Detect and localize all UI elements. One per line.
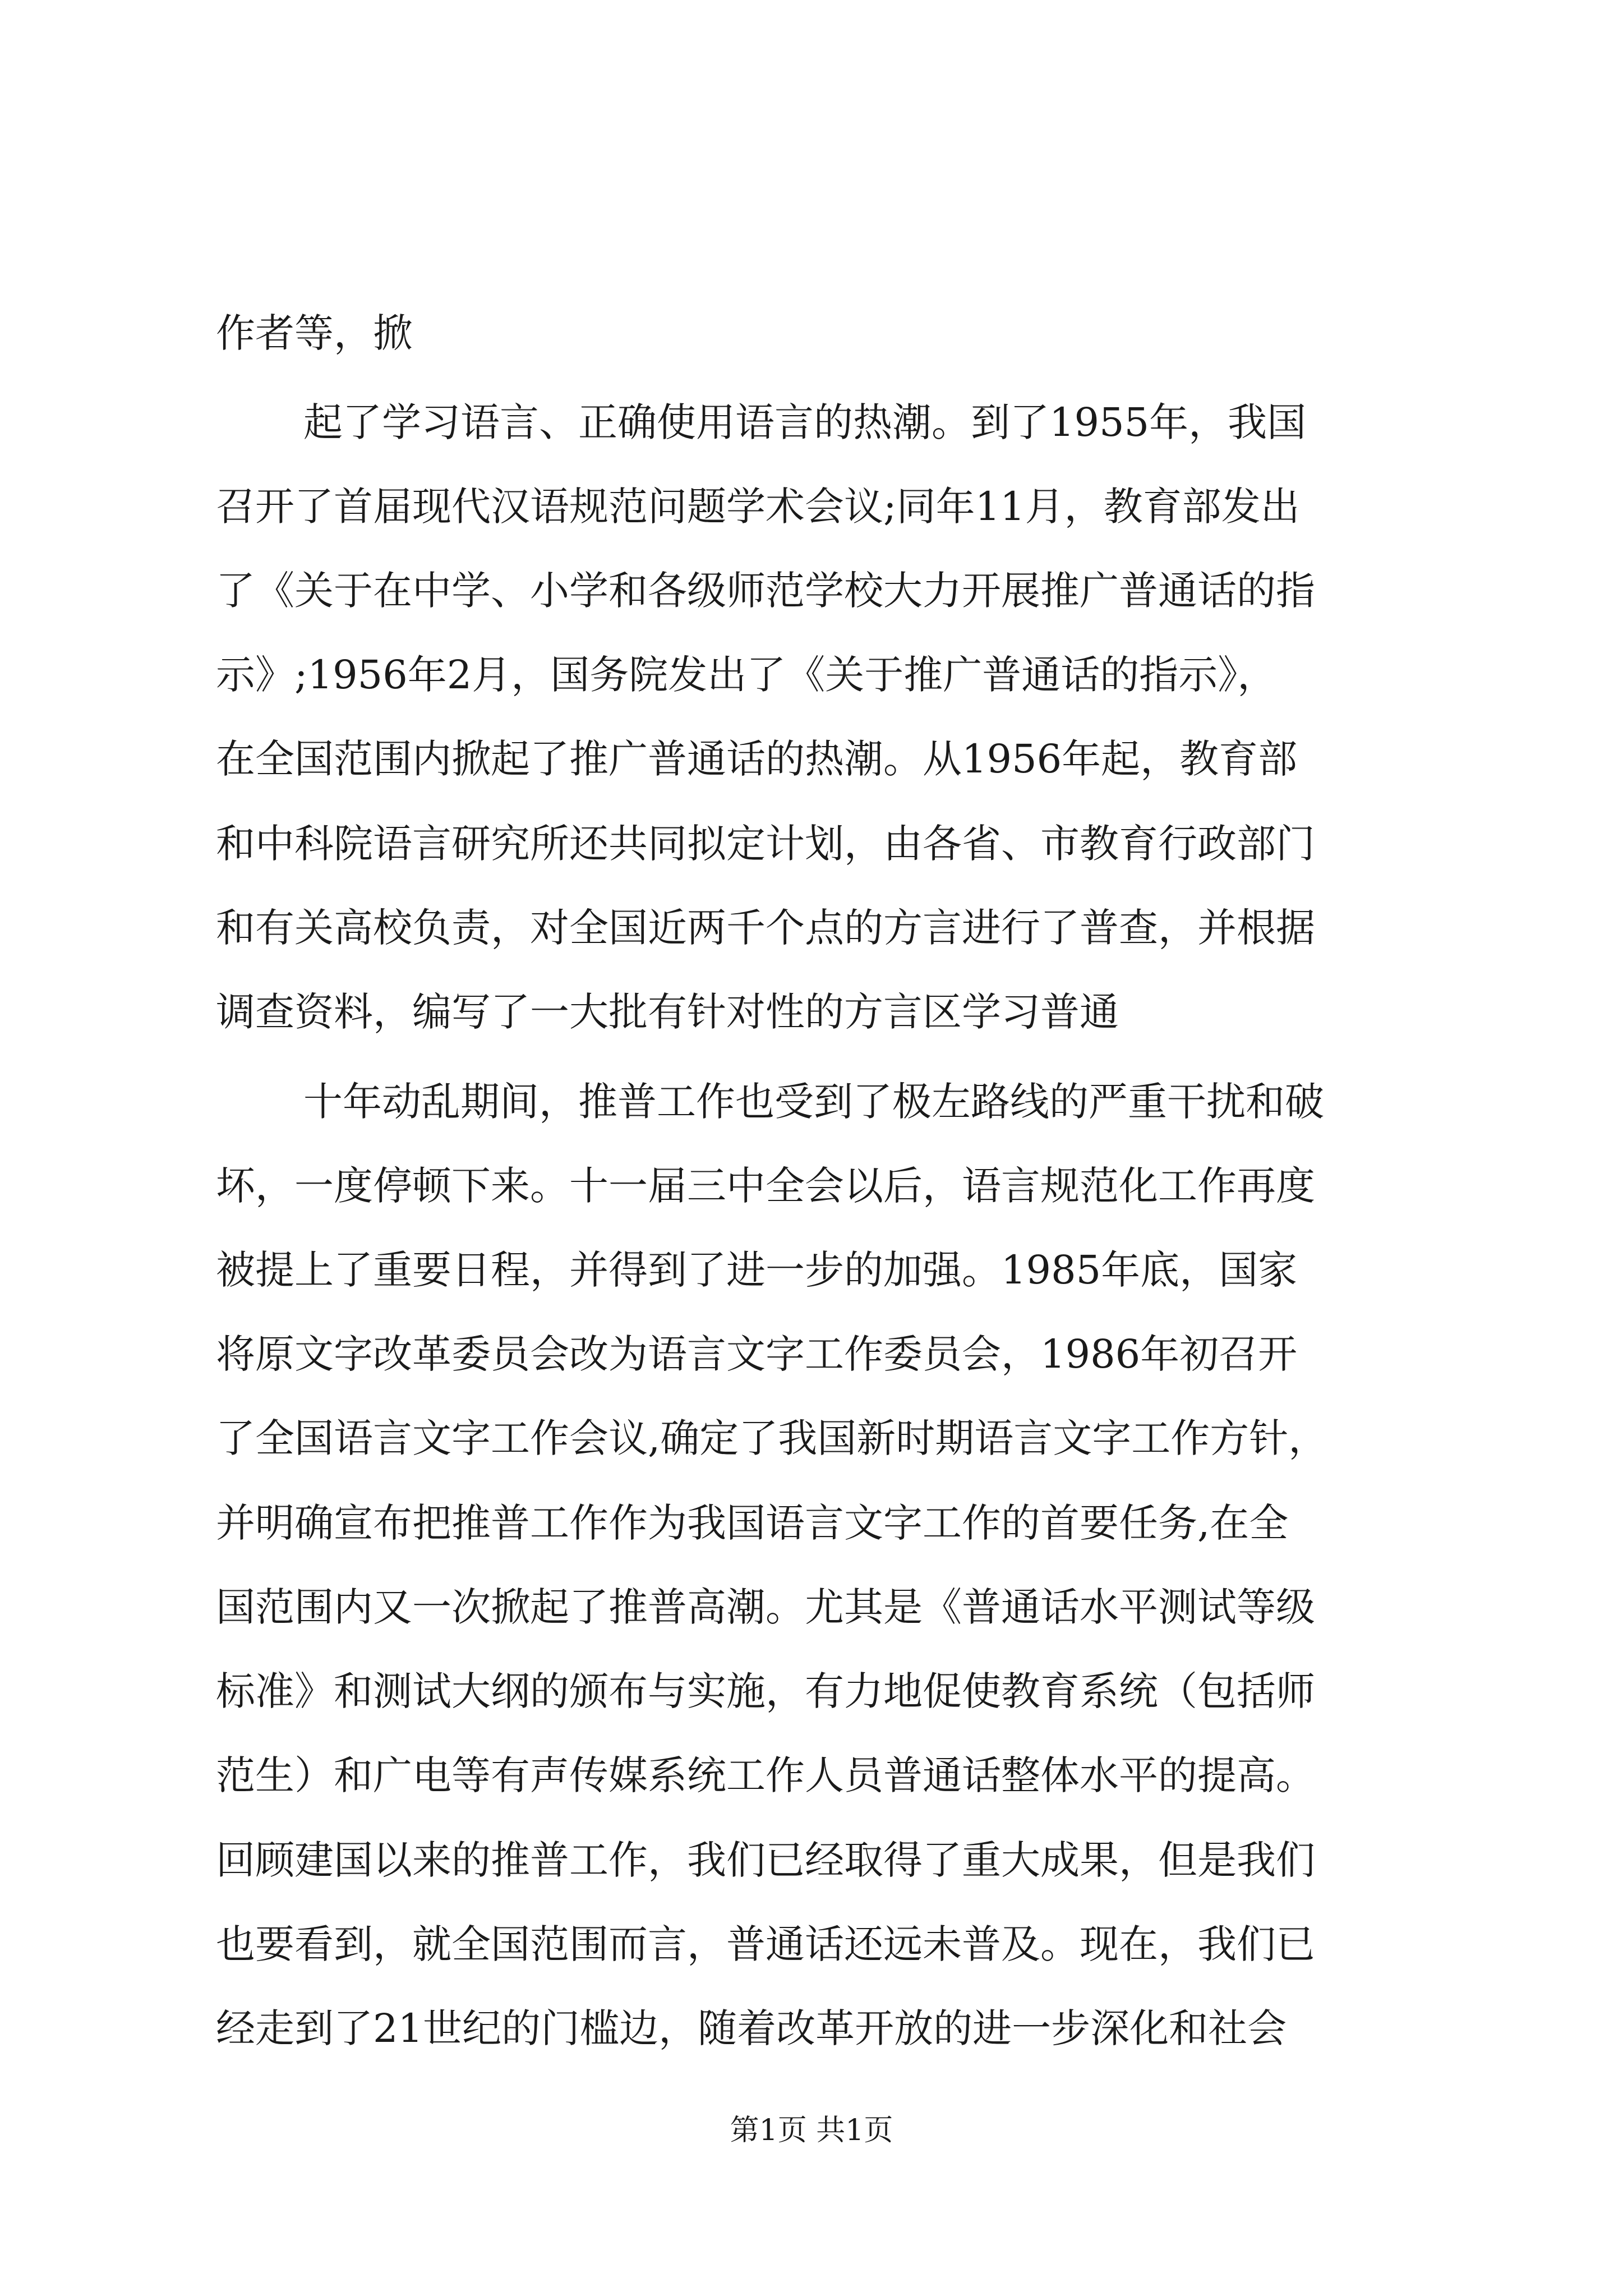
text-line-9: 调查资料，编写了一大批有针对性的方言区学习普通 <box>216 989 1119 1035</box>
text-line-12: 被提上了重要日程，并得到了进一步的加强。1985年底，国家 <box>216 1247 1298 1293</box>
text-line-20: 也要看到，就全国范围而言，普通话还远未普及。现在，我们已 <box>216 1921 1315 1967</box>
text-line-4: 了《关于在中学、小学和各级师范学校大力开展推广普通话的指 <box>216 568 1315 614</box>
text-line-3: 召开了首届现代汉语规范问题学术会议;同年11月，教育部发出 <box>216 484 1300 530</box>
text-line-11: 坏，一度停顿下来。十一届三中全会以后，语言规范化工作再度 <box>216 1163 1315 1209</box>
text-line-13: 将原文字改革委员会改为语言文字工作委员会，1986年初召开 <box>216 1331 1298 1377</box>
text-line-14: 了全国语言文字工作会议,确定了我国新时期语言文字工作方针， <box>216 1415 1328 1461</box>
text-line-15: 并明确宣布把推普工作作为我国语言文字工作的首要任务,在全 <box>216 1500 1289 1546</box>
text-line-16: 国范围内又一次掀起了推普高潮。尤其是《普通话水平测试等级 <box>216 1584 1315 1630</box>
text-line-19: 回顾建国以来的推普工作，我们已经取得了重大成果，但是我们 <box>216 1837 1315 1883</box>
text-line-21: 经走到了21世纪的门槛边，随着改革开放的进一步深化和社会 <box>216 2005 1287 2051</box>
text-line-2: 起了学习语言、正确使用语言的热潮。到了1955年，我国 <box>303 399 1307 445</box>
text-line-7: 和中科院语言研究所还共同拟定计划，由各省、市教育行政部门 <box>216 821 1315 867</box>
text-line-17: 标准》和测试大纲的颁布与实施，有力地促使教育系统（包括师 <box>216 1668 1315 1714</box>
text-line-6: 在全国范围内掀起了推广普通话的热潮。从1956年起，教育部 <box>216 736 1298 782</box>
text-line-18: 范生）和广电等有声传媒系统工作人员普通话整体水平的提高。 <box>216 1752 1315 1798</box>
page-number-footer: 第1页 共1页 <box>730 2114 893 2147</box>
text-line-8: 和有关高校负责，对全国近两千个点的方言进行了普查，并根据 <box>216 905 1315 951</box>
text-line-1: 作者等，掀 <box>216 310 412 356</box>
text-line-10: 十年动乱期间，推普工作也受到了极左路线的严重干扰和破 <box>303 1079 1324 1125</box>
text-line-5: 示》;1956年2月，国务院发出了《关于推广普通话的指示》， <box>216 652 1277 698</box>
